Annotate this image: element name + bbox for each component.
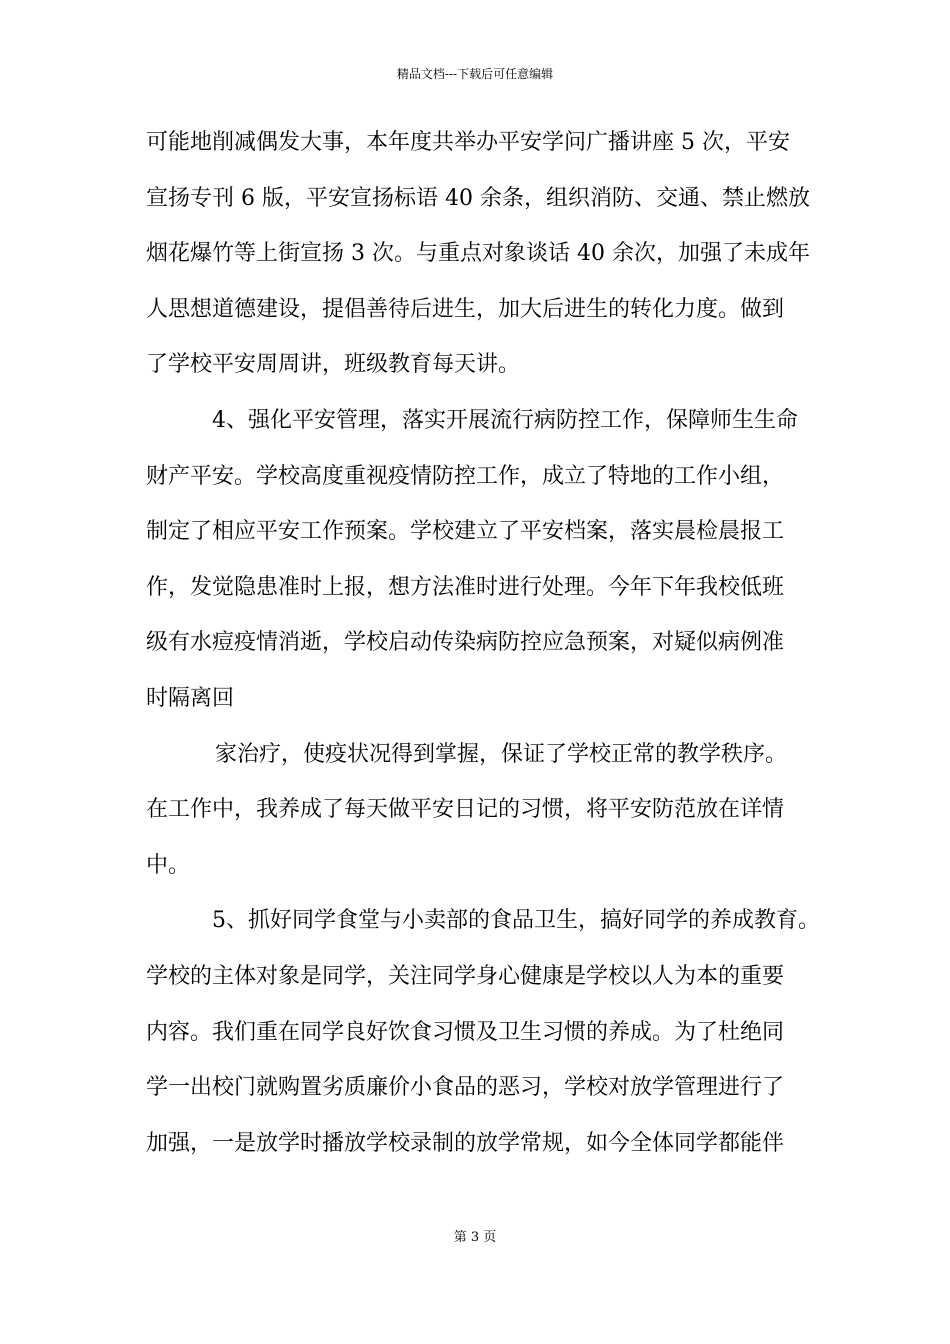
text-line: 加强，一是放学时播放学校录制的放学常规，如今全体同学都能伴 — [146, 1130, 785, 1156]
text-line: 制定了相应平安工作预案。学校建立了平安档案，落实晨检晨报工 — [146, 519, 785, 545]
text-line: 级有水痘疫情消逝，学校启动传染病防控应急预案，对疑似病例准 — [146, 630, 785, 656]
text-line: 了学校平安周周讲，班级教育每天讲。 — [146, 352, 521, 378]
text-line: 学一出校门就购置劣质廉价小食品的恶习，学校对放学管理进行了 — [146, 1075, 785, 1101]
text-line: 可能地削减偶发大事，本年度共举办平安学问广播讲座 5 次，平安 — [146, 130, 790, 155]
page-header: 精品文档---下载后可任意编辑 — [396, 67, 554, 81]
text-line: 财产平安。学校高度重视疫情防控工作，成立了特地的工作小组， — [146, 463, 785, 489]
text-line: 宣扬专刊 6 版，平安宣扬标语 40 余条，组织消防、交通、禁止燃放 — [146, 185, 810, 211]
text-line: 中。 — [146, 852, 191, 878]
text-line: 烟花爆竹等上街宣扬 3 次。与重点对象谈话 40 余次，加强了未成年 — [146, 241, 810, 267]
document-body — [146, 129, 826, 1185]
paragraph-5-start: 5、抓好同学食堂与小卖部的食品卫生，搞好同学的养成教育。 — [212, 908, 820, 934]
text-line: 在工作中，我养成了每天做平安日记的习惯，将平安防范放在详情 — [146, 797, 785, 823]
text-line: 学校的主体对象是同学，关注同学身心健康是学校以人为本的重要 — [146, 963, 785, 989]
text-line: 人思想道德建设，提倡善待后进生，加大后进生的转化力度。做到 — [146, 296, 785, 322]
text-line: 作，发觉隐患准时上报，想方法准时进行处理。今年下年我校低班 — [146, 574, 785, 600]
text-line: 时隔离回 — [146, 685, 235, 711]
text-line: 内容。我们重在同学良好饮食习惯及卫生习惯的养成。为了杜绝同 — [146, 1019, 785, 1045]
paragraph-4-start: 4、强化平安管理，落实开展流行病防控工作，保障师生生命 — [212, 407, 798, 433]
text-line-continued: 家治疗，使疫状况得到掌握，保证了学校正常的教学秩序。 — [215, 741, 788, 767]
page-number: 第 3 页 — [453, 1230, 497, 1245]
